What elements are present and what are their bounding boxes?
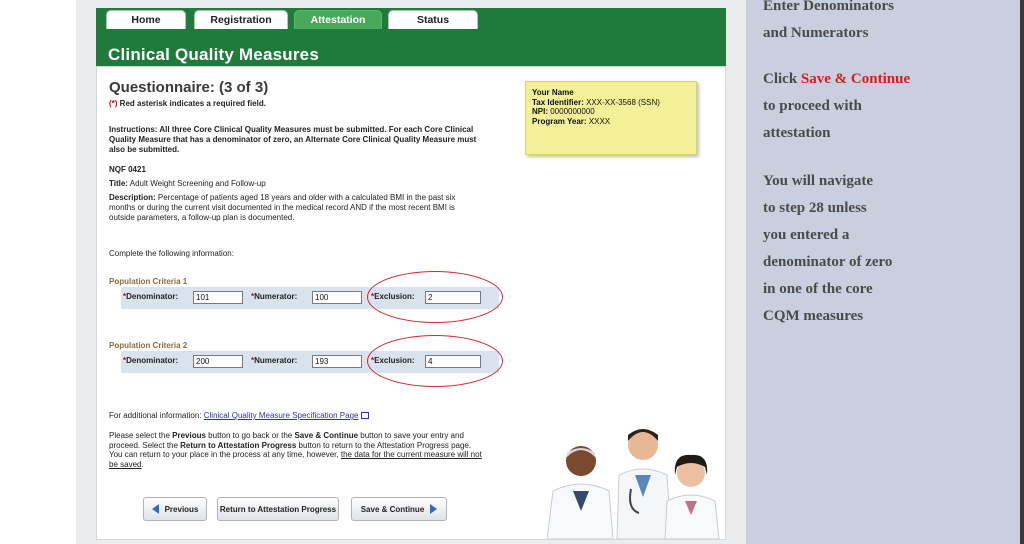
page-title: Clinical Quality Measures: [108, 45, 319, 64]
questionnaire-heading: Questionnaire: (3 of 3): [109, 79, 269, 96]
side-line-2: and Numerators: [763, 25, 869, 41]
provider-name: Your Name: [532, 88, 574, 97]
side-nav-2: to step 28 unless: [763, 200, 867, 216]
additional-info: [109, 411, 369, 420]
side-nav-1: You will navigate: [763, 173, 874, 189]
side-line-4: to proceed with: [763, 98, 862, 114]
description-label: Description:: [109, 193, 156, 202]
side-line-1: Enter Denominators: [763, 0, 894, 14]
denominator-label: [123, 356, 178, 365]
nav-text-part: Please select the: [109, 431, 173, 440]
instructions-text: Instructions: All three Core Clinical Quality Measures must be submitted. For each Core Clinical Quality Measure that has a denominator of zero, an Alternate Core Clinical Quality Measure must also be submitted.: [109, 125, 477, 154]
return-to-attestation-progress-button[interactable]: [217, 497, 339, 521]
npi-label: NPI:: [532, 107, 548, 116]
next-arrow-icon: [430, 504, 437, 514]
population-criteria-1-label: Population Criteria 1: [109, 277, 188, 286]
program-year: [532, 117, 690, 127]
nav-text-part: .: [141, 459, 144, 469]
side-click-text: Click: [763, 71, 801, 87]
tab-status[interactable]: Status: [388, 10, 478, 29]
side-nav-3: you entered a: [763, 227, 850, 243]
title-value: Adult Weight Screening and Follow-up: [127, 179, 266, 188]
doctors-photo: [547, 417, 727, 539]
questionnaire-card: [96, 66, 726, 540]
tax-value: XXX-XX-3568 (SSN): [583, 97, 660, 107]
nav-text-previous: Previous: [172, 431, 206, 440]
denominator-input-2[interactable]: [193, 355, 243, 368]
required-note: [109, 99, 266, 108]
exclusion-label-text: Exclusion:: [374, 356, 415, 365]
tab-attestation[interactable]: Attestation: [294, 10, 382, 29]
nav-text-return: Return to Attestation Progress: [180, 440, 297, 450]
numerator-input-1[interactable]: [312, 291, 362, 304]
save-button-label: Save & Continue: [360, 504, 425, 514]
numerator-label-text: Numerator:: [254, 292, 298, 301]
denominator-label: [123, 292, 178, 301]
nav-text-part: button to save your entry and proceed. Select the: [109, 431, 464, 450]
numerator-label-text: Numerator:: [254, 356, 298, 365]
title-label: Title:: [109, 179, 128, 188]
year-value: XXXX: [586, 116, 611, 126]
nqf-number: NQF 0421: [109, 165, 146, 174]
instructions-side-panel: [746, 0, 1020, 544]
exclusion-label-text: Exclusion:: [374, 292, 415, 301]
external-link-icon: [361, 412, 369, 419]
highlight-circle-1: [367, 271, 503, 323]
tax-label: Tax Identifier:: [532, 97, 584, 107]
side-nav-5: in one of the core: [763, 281, 873, 297]
app-frame: [76, 0, 746, 544]
provider-info-box: [525, 81, 697, 155]
measure-title: [109, 179, 266, 188]
required-star: (*): [109, 99, 118, 108]
side-nav-6: CQM measures: [763, 308, 864, 324]
nav-text-part: button to go back or the: [205, 431, 295, 440]
navigation-instructions: [109, 431, 485, 469]
required-star: *: [371, 292, 375, 301]
measure-description: [109, 193, 479, 223]
additional-info-text: For additional information:: [109, 411, 202, 420]
numerator-label: [251, 356, 297, 365]
npi-value: 0000000000: [548, 107, 595, 116]
return-button-label: Return to Attestation Progress: [219, 504, 337, 514]
tab-registration[interactable]: Registration: [194, 10, 288, 29]
highlight-circle-2: [367, 335, 503, 387]
numerator-label: [251, 292, 297, 301]
required-star: *: [123, 356, 127, 365]
required-star: *: [251, 292, 255, 301]
denominator-label-text: Denominator:: [126, 292, 179, 301]
previous-button[interactable]: [143, 497, 207, 521]
panel-edge: [1020, 0, 1024, 544]
required-star: *: [371, 356, 375, 365]
numerator-input-2[interactable]: [312, 355, 362, 368]
npi: [532, 107, 690, 117]
required-star: *: [123, 292, 127, 301]
side-line-3: [763, 66, 910, 93]
save-and-continue-button[interactable]: [351, 497, 447, 521]
denominator-label-text: Denominator:: [126, 356, 179, 365]
denominator-input-1[interactable]: [193, 291, 243, 304]
previous-button-label: Previous: [164, 504, 199, 514]
side-save-continue: Save & Continue: [800, 71, 911, 87]
description-value: Percentage of patients aged 18 years and older with a calculated BMI in the past six months or during the current visit documented in the medical record AND if the most recent BMI is outside parameters, a follow-up plan is documented.: [109, 193, 456, 222]
tax-identifier: [532, 98, 690, 108]
side-line-5: attestation: [763, 125, 831, 141]
header-bar: [96, 8, 726, 66]
year-label: Program Year:: [532, 116, 587, 126]
nav-text-warning: the data for the current measure will not be saved: [109, 450, 482, 469]
complete-prompt: Complete the following information:: [109, 249, 234, 258]
previous-arrow-icon: [152, 504, 159, 514]
nav-text-part: button to return to the Attestation Progress page. You can return to your place in the process at any time, however,: [109, 440, 472, 459]
nav-text-save: Save & Continue: [294, 431, 359, 440]
side-nav-4: denominator of zero: [763, 254, 893, 270]
tab-home[interactable]: Home: [106, 10, 186, 29]
cqm-spec-link[interactable]: Clinical Quality Measure Specification Page: [203, 411, 359, 420]
population-criteria-2-label: Population Criteria 2: [109, 341, 188, 350]
required-note-text: Red asterisk indicates a required field.: [117, 99, 266, 108]
required-star: *: [251, 356, 255, 365]
